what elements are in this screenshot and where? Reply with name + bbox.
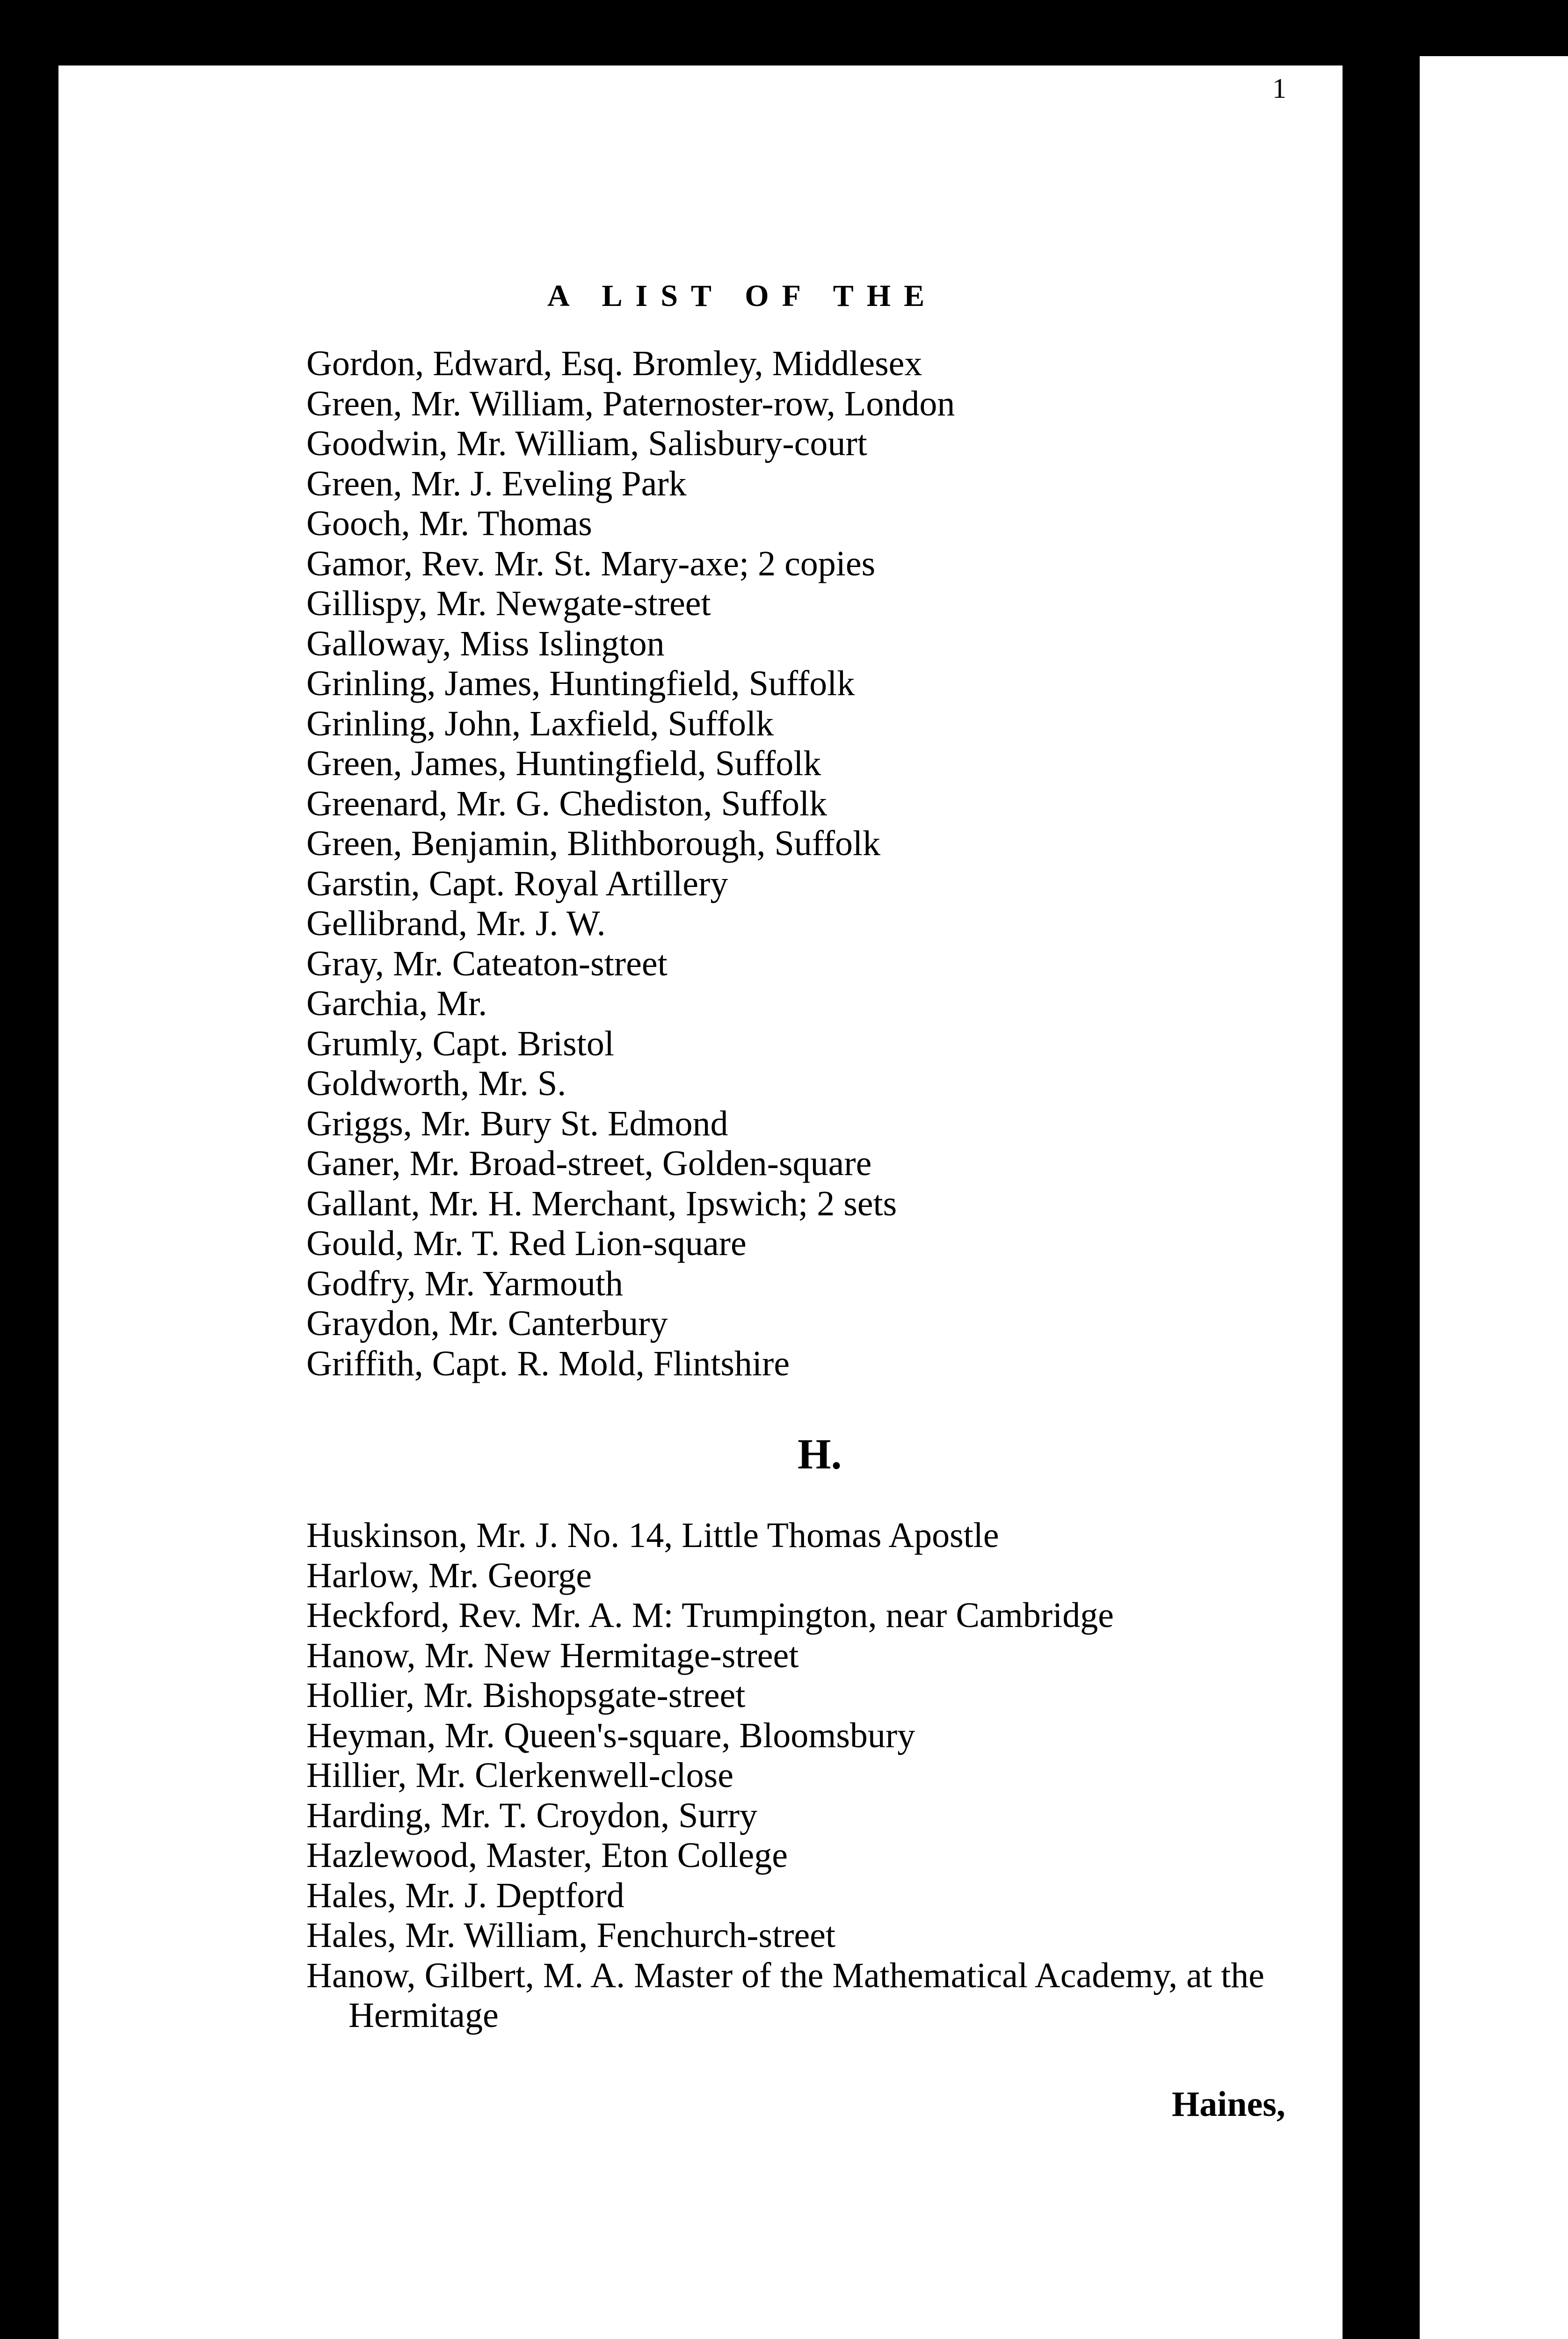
list-item: Green, Benjamin, Blithborough, Suffolk — [306, 824, 881, 863]
list-item: Green, Mr. William, Paternoster-row, London — [306, 384, 955, 423]
adjacent-page-edge — [1420, 56, 1568, 2339]
list-item: Graydon, Mr. Canterbury — [306, 1304, 668, 1343]
list-item: Green, James, Huntingfield, Suffolk — [306, 744, 821, 783]
catchword: Haines, — [1172, 2085, 1285, 2124]
list-item: Hanow, Mr. New Hermitage-street — [306, 1635, 799, 1675]
subscriber-list-h — [306, 1516, 1312, 2036]
list-item: Gould, Mr. T. Red Lion-square — [306, 1224, 747, 1263]
list-item: Gooch, Mr. Thomas — [306, 504, 592, 543]
list-item: Hales, Mr. William, Fenchurch-street — [306, 1916, 836, 1955]
list-item: Griffith, Capt. R. Mold, Flintshire — [306, 1344, 790, 1383]
list-item: Garstin, Capt. Royal Artillery — [306, 864, 728, 903]
list-item: Gordon, Edward, Esq. Bromley, Middlesex — [306, 344, 922, 383]
list-item: Hillier, Mr. Clerkenwell-close — [306, 1756, 733, 1795]
list-item: Grumly, Capt. Bristol — [306, 1024, 614, 1063]
list-item: Gallant, Mr. H. Merchant, Ipswich; 2 sets — [306, 1184, 897, 1223]
list-item: Harlow, Mr. George — [306, 1555, 592, 1595]
list-item: Harding, Mr. T. Croydon, Surry — [306, 1795, 758, 1835]
list-item: Godfry, Mr. Yarmouth — [306, 1264, 623, 1303]
list-item: Greenard, Mr. G. Chediston, Suffolk — [306, 784, 828, 823]
section-heading-h: H. — [798, 1430, 842, 1478]
subscriber-list-g — [306, 344, 955, 1384]
list-item: Heckford, Rev. Mr. A. M: Trumpington, near Cambridge — [306, 1596, 1114, 1635]
list-item: Hollier, Mr. Bishopsgate-street — [306, 1676, 746, 1715]
list-item: Hanow, Gilbert, M. A. Master of the Mathematical Academy, at the Hermitage — [306, 1955, 1264, 2035]
list-item: Goldworth, Mr. S. — [306, 1064, 566, 1103]
list-item: Gillispy, Mr. Newgate-street — [306, 584, 711, 623]
list-item: Griggs, Mr. Bury St. Edmond — [306, 1104, 728, 1143]
list-item: Goodwin, Mr. William, Salisbury-court — [306, 424, 867, 463]
list-item: Galloway, Miss Islington — [306, 624, 665, 663]
list-item: Grinling, John, Laxfield, Suffolk — [306, 704, 774, 743]
list-item: Gray, Mr. Cateaton-street — [306, 944, 668, 983]
list-item: Heyman, Mr. Queen's-square, Bloomsbury — [306, 1715, 915, 1755]
list-item: Huskinson, Mr. J. No. 14, Little Thomas Apostle — [306, 1516, 999, 1555]
list-item: Garchia, Mr. — [306, 984, 487, 1023]
list-item: Green, Mr. J. Eveling Park — [306, 464, 687, 503]
list-item: Grinling, James, Huntingfield, Suffolk — [306, 664, 855, 703]
list-item: Gellibrand, Mr. J. W. — [306, 904, 606, 943]
list-item: Hazlewood, Master, Eton College — [306, 1836, 788, 1875]
list-item: Hales, Mr. J. Deptford — [306, 1875, 624, 1915]
page-mark: 1 — [1272, 73, 1286, 104]
list-item: Gamor, Rev. Mr. St. Mary-axe; 2 copies — [306, 544, 876, 583]
list-item: Ganer, Mr. Broad-street, Golden-square — [306, 1144, 872, 1183]
running-head: A LIST OF THE — [547, 279, 938, 313]
